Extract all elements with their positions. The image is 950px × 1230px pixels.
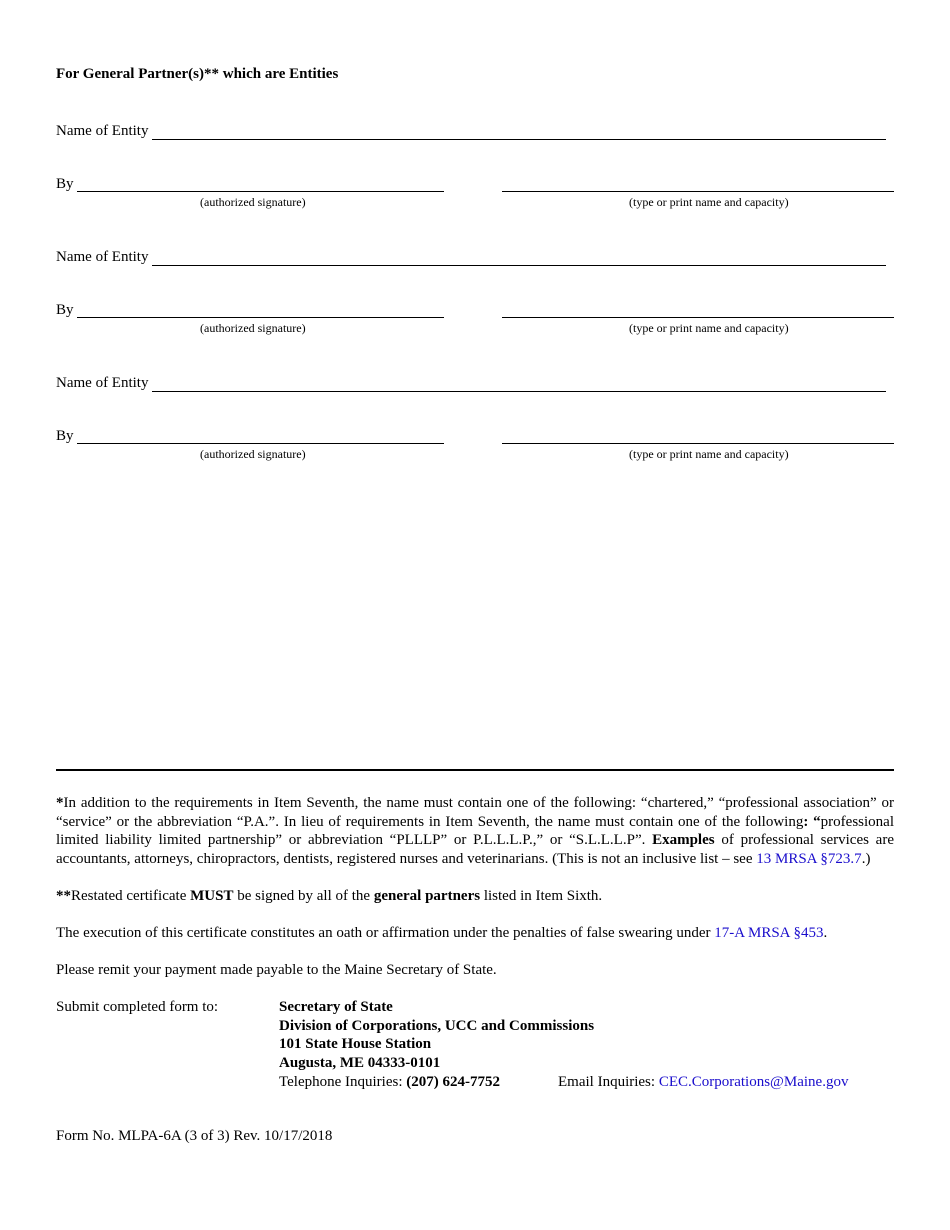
must-emphasis: MUST [190,888,234,904]
submit-label: Submit completed form to: [56,999,219,1015]
entity-name-row [56,118,886,140]
entity-name-row [56,244,886,266]
by-row [56,173,894,195]
examples-emphasis: Examples [652,832,715,849]
email-link[interactable]: CEC.Corporations@Maine.gov [658,1074,849,1090]
signature-caption: (authorized signature) [200,447,306,461]
entity-name-row [56,370,886,392]
entity-name-label: Name of Entity [56,123,149,139]
statute-link-17a-mrsa[interactable]: 17-A MRSA §453 [714,925,824,941]
entity-name-label: Name of Entity [56,249,149,265]
email-line [558,1073,848,1092]
section-heading: For General Partner(s)** which are Entities [56,66,339,82]
note-star: * [56,795,64,811]
note-text: . [823,925,828,941]
by-row [56,299,894,321]
telephone-label: Telephone Inquiries: [279,1073,407,1090]
note-text: listed in Item Sixth. [480,888,603,904]
signature-requirement-note [56,887,894,906]
by-row [56,425,894,447]
address-line: Division of Corporations, UCC and Commissions [279,1017,595,1034]
by-label: By [56,176,74,192]
by-label: By [56,428,74,444]
mailing-address [279,998,594,1092]
address-line: Secretary of State [279,999,393,1015]
authorized-signature-field[interactable] [77,190,444,192]
authorized-signature-field[interactable] [77,316,444,318]
note-text: of professional services are accountants, attorneys, chiropractors, dentists, registered nurses and veterinarians. (This is not an inclusive list – see [56,832,894,868]
by-label: By [56,302,74,318]
email-label: Email Inquiries: [558,1074,659,1090]
payment-note: Please remit your payment made payable to the Maine Secretary of State. [56,962,497,978]
address-line: Augusta, ME 04333-0101 [279,1055,441,1072]
note-text: be signed by all of the [233,888,374,904]
address-line: 101 State House Station [279,1036,432,1053]
oath-note [56,924,894,943]
print-name-capacity-field[interactable] [502,316,894,318]
name-capacity-caption: (type or print name and capacity) [629,195,789,209]
note-text: The execution of this certificate constitutes an oath or affirmation under the penalties of false swearing under [56,925,715,941]
general-partners-emphasis: general partners [373,888,481,904]
note-stars: ** [56,888,71,904]
print-name-capacity-field[interactable] [502,442,894,444]
note-text: : “ [803,813,821,830]
note-text: .) [861,851,871,868]
entity-name-field[interactable] [152,123,886,140]
section-divider [56,769,894,771]
telephone-number: (207) 624-7752 [406,1073,500,1090]
name-capacity-caption: (type or print name and capacity) [629,321,789,335]
form-number: Form No. MLPA-6A (3 of 3) Rev. 10/17/2018 [56,1128,333,1144]
entity-name-field[interactable] [152,249,886,266]
name-capacity-caption: (type or print name and capacity) [629,447,789,461]
print-name-capacity-field[interactable] [502,190,894,192]
note-text: In addition to the requirements in Item Seventh, the name must contain one of the following: “chartered,” “professional association” or “service” or the abbreviation “P.A.”. In lieu of requirements in Item Seventh, the name must contain one of the following [56,795,894,830]
professional-name-note [56,794,894,869]
authorized-signature-field[interactable] [77,442,444,444]
entity-name-field[interactable] [152,375,886,392]
telephone-line [279,1073,594,1092]
signature-caption: (authorized signature) [200,321,306,335]
note-text: professional limited liability limited partnership” or abbreviation “PLLLP” or P.L.L.L.P.,” or “S.L.L.L.P”. [56,813,894,849]
signature-caption: (authorized signature) [200,195,306,209]
entity-name-label: Name of Entity [56,375,149,391]
note-text: Restated certificate [71,888,191,904]
statute-link-13-mrsa[interactable]: 13 MRSA §723.7 [756,851,862,868]
